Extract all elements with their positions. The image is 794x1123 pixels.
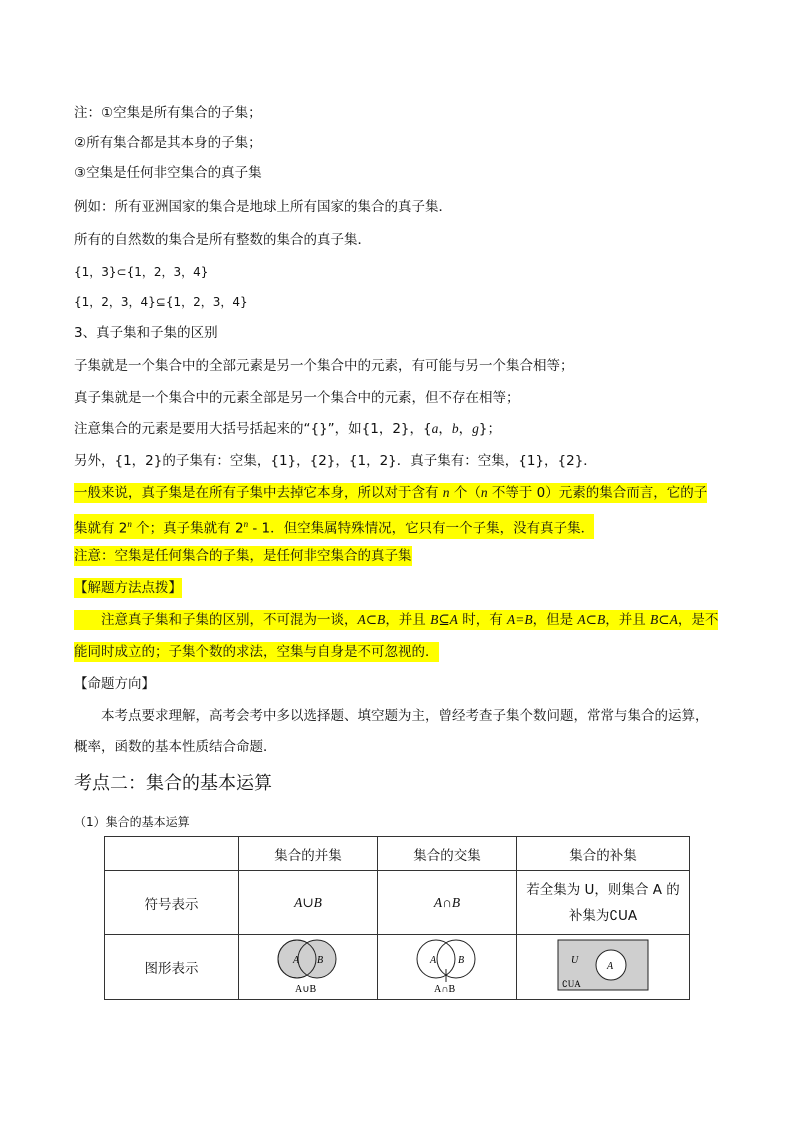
text-run: 集就有 2	[74, 520, 128, 537]
union-symbol: A∪B	[239, 871, 378, 935]
math-expr: A⊂B	[577, 612, 606, 627]
venn-label-a: A	[430, 955, 437, 966]
math-expr: B⊆A	[430, 612, 458, 627]
intersection-symbol: A∩B	[378, 871, 517, 935]
table-row	[105, 935, 690, 1000]
text-run: }；	[478, 421, 501, 437]
highlight-line-1	[74, 483, 707, 503]
note-line-3: ③空集是任何非空集合的真子集	[74, 165, 262, 181]
table-header-row	[105, 837, 690, 871]
venn-complement-cell	[517, 935, 690, 1000]
venn-circle-b	[437, 940, 475, 978]
venn-union-cell	[239, 935, 378, 1000]
direction-line-1: 本考点要求理解，高考会考中多以选择题、填空题为主，曾经考查子集个数问题，常常与集合的运算，	[74, 708, 709, 724]
text-run: - 1．但空集属特殊情况，它只有一个子集，没有真子集．	[248, 520, 595, 537]
table-header-cell	[105, 837, 239, 871]
complement-definition	[517, 871, 690, 935]
complement-line-2: 补集为∁UA	[568, 907, 638, 924]
venn-caption: A∪B	[295, 984, 317, 995]
text-run: 个（	[449, 485, 481, 501]
note-line-1: 注：①空集是所有集合的子集；	[74, 105, 262, 121]
text-run: 不等于 0）元素的集合而言，它的子	[487, 485, 708, 501]
set-example-2: {1，2，3，4}⊆{1，2，3，4}	[74, 295, 248, 309]
text-run: ，是不	[677, 612, 719, 628]
row-label: 图形表示	[105, 935, 239, 1000]
math-exp: n	[127, 519, 132, 529]
venn-complement-diagram	[553, 937, 653, 993]
text-run: 一般来说，真子集是在所有子集中去掉它本身，所以对于含有	[74, 485, 443, 501]
highlight-line-3: 注意：空集是任何集合的子集，是任何非空集合的真子集	[74, 548, 412, 564]
venn-label-u: U	[571, 955, 579, 966]
section-3-para-2: 真子集就是一个集合中的元素全部是另一个集合中的元素，但不存在相等；	[74, 390, 520, 406]
math-expr: A⊂B	[357, 612, 386, 627]
table-header-cell: 集合的补集	[517, 837, 690, 871]
section-3-para-1: 子集就是一个集合中的全部元素是另一个集合中的元素，有可能与另一个集合相等；	[74, 358, 574, 374]
venn-intersection-diagram	[402, 935, 492, 995]
text-run: 时，有	[457, 612, 508, 628]
kaodian-2-heading: 考点二：集合的基本运算	[74, 773, 272, 794]
venn-union-diagram	[263, 935, 353, 995]
text-run: ，	[458, 421, 473, 437]
direction-title: 【命题方向】	[74, 676, 155, 692]
method-title: 【解题方法点拨】	[74, 580, 182, 596]
venn-intersect-cell	[378, 935, 517, 1000]
text-run: ，但是	[532, 612, 578, 628]
text-run: 注意集合的元素是要用大括号括起来的“{}”，如{1，2}，{	[74, 421, 432, 437]
text-run: ，并且	[385, 612, 431, 628]
row-label: 符号表示	[105, 871, 239, 935]
math-var: g	[472, 421, 479, 436]
math-expr: B⊂A	[650, 612, 678, 627]
venn-caption: A∩B	[434, 984, 456, 995]
math-var: n	[480, 485, 488, 500]
venn-caption: ∁UA	[562, 979, 581, 989]
table-row	[105, 871, 690, 935]
section-3-para-3	[74, 419, 501, 439]
venn-label-b: B	[317, 955, 324, 966]
note-line-2: ②所有集合都是其本身的子集；	[74, 135, 262, 151]
sub-heading-1: （1）集合的基本运算	[74, 815, 190, 829]
set-example-1: {1，3}⊂{1，2，3，4}	[74, 265, 209, 279]
method-line-1	[74, 610, 718, 630]
complement-line-1: 若全集为 U，则集合 A 的	[526, 881, 680, 898]
math-exp: n	[243, 519, 249, 529]
venn-label-a: A	[293, 955, 300, 966]
table-header-cell: 集合的交集	[378, 837, 517, 871]
text-run: 个；真子集就有 2	[131, 520, 244, 537]
table-header-cell: 集合的并集	[239, 837, 378, 871]
text-run: 注意真子集和子集的区别，不可混为一谈，	[74, 612, 358, 628]
venn-label-a: A	[607, 961, 614, 972]
section-3-para-4: 另外，{1，2}的子集有：空集，{1}，{2}，{1，2}．真子集有：空集，{1}，{2}．	[74, 453, 597, 469]
set-operations-table	[104, 836, 690, 1000]
direction-line-2: 概率，函数的基本性质结合命题．	[74, 739, 277, 755]
example-line-2: 所有的自然数的集合是所有整数的集合的真子集．	[74, 232, 371, 248]
highlight-line-2	[74, 514, 594, 539]
venn-label-b: B	[458, 955, 465, 966]
section-3-title: 3、真子集和子集的区别	[74, 325, 218, 341]
math-var: n	[442, 485, 450, 500]
math-var: b	[451, 421, 459, 436]
example-line-1: 例如：所有亚洲国家的集合是地球上所有国家的集合的真子集．	[74, 199, 452, 215]
math-var: a	[431, 421, 439, 436]
method-line-2: 能同时成立的；子集个数的求法，空集与自身是不可忽视的．	[74, 644, 439, 660]
math-expr: A=B	[507, 612, 533, 627]
text-run: ，并且	[605, 612, 651, 628]
text-run: ，	[438, 421, 452, 437]
